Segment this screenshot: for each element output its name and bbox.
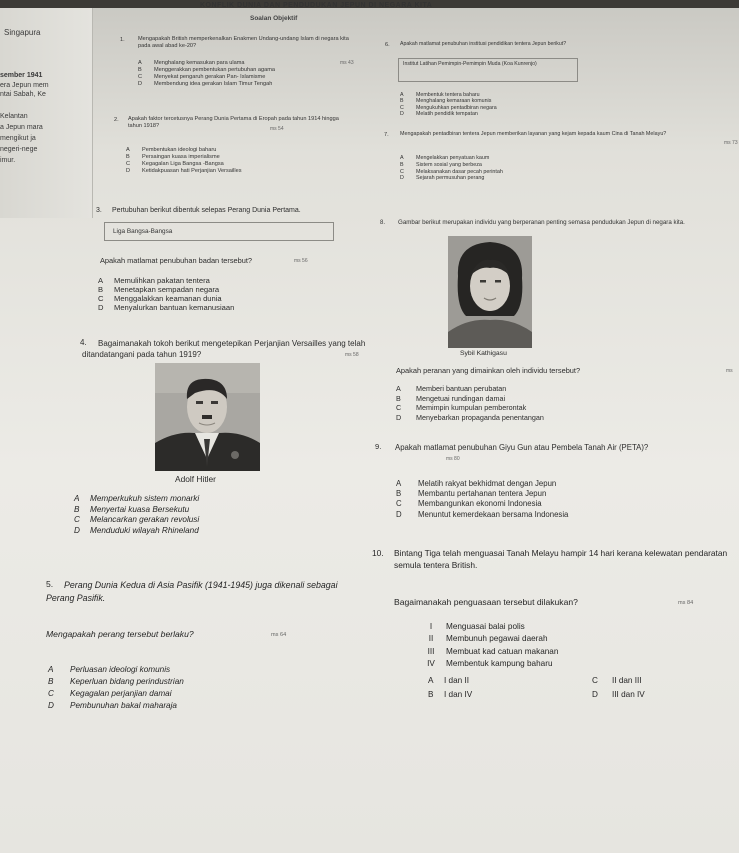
question-2-options [126, 147, 242, 175]
question-5-prompt: Mengapakah perang tersebut berlaku? [46, 629, 194, 639]
photo-caption-sybil: Sybil Kathigasu [460, 350, 507, 357]
adjacent-page-edge [0, 8, 93, 218]
option-b[interactable]: B Membantu pertahanan tentera Jepun [396, 489, 547, 499]
mark-ref: ms 56 [294, 258, 308, 264]
question-9-text: Apakah matlamat penubuhan Giyu Gun atau Pembela Tanah Air (PETA)? [395, 443, 649, 452]
adjacent-page-line: imur. [0, 157, 16, 164]
option-c[interactable]: C Kegagalan perjanjian damai [48, 689, 172, 698]
option-c[interactable]: C Memimpin kumpulan pemberontak [396, 403, 527, 413]
question-number: 1. [120, 37, 125, 43]
mark-ref: ms 80 [446, 456, 460, 462]
question-number: 9. [375, 442, 382, 451]
option-a[interactable]: A Mengelakkan penyatuan kaum [400, 155, 490, 161]
option-c[interactable]: C Menggalakkan keamanan dunia [98, 294, 222, 303]
mark-ref: ms 64 [271, 632, 287, 638]
question-6-text: Apakah matlamat penubuhan institusi pendidikan tentera Jepun berikut? [400, 41, 567, 47]
option-b[interactable]: B Persaingan kuasa imperialisme [126, 154, 220, 160]
option-b[interactable]: B Menghalang kemaraan komunis [400, 98, 492, 105]
option-d[interactable]: D Ketidakpuasan hati Perjanjian Versailles [126, 168, 242, 174]
question-number: 2. [114, 117, 119, 123]
adjacent-page-line: a Jepun mara [0, 124, 43, 131]
adjacent-page-line: era Jepun mem [0, 82, 49, 89]
question-8-options [396, 384, 544, 422]
option-a[interactable]: A Memulihkan pakatan tentera [98, 276, 210, 285]
adjacent-page-line: sember 1941 [0, 72, 43, 79]
option-d[interactable]: D Menyebarkan propaganda penentangan [396, 412, 544, 422]
adolf-hitler-photo [155, 363, 260, 471]
question-3-options [98, 276, 234, 312]
question-number: 4. [80, 338, 87, 347]
question-number: 8. [380, 220, 386, 226]
option-b[interactable]: B Menggerakkan pembentukan pertubuhan agama [138, 67, 275, 73]
option-b[interactable]: B Menyertai kuasa Bersekutu [74, 504, 190, 514]
adjacent-page-line: ntai Sabah, Ke [0, 91, 46, 98]
option-c[interactable]: C Melaksanakan dasar pecah perintah [400, 168, 503, 175]
question-4-options [74, 494, 199, 536]
sybil-kathigasu-photo [448, 236, 532, 348]
question-number: 10. [372, 548, 384, 558]
question-1-options [138, 60, 275, 88]
info-box: Institut Latihan Pemimpin-Pemimpin Muda (Koa Kunrenjo) [398, 58, 578, 82]
option-c[interactable]: C Membangunkan ekonomi Indonesia [396, 499, 542, 509]
mark-ref: ms 58 [345, 352, 359, 358]
mark-ref: ms [726, 368, 733, 374]
question-5-text: Perang Dunia Kedua di Asia Pasifik (1941-1945) juga dikenali sebagai Perang Pasifik. [46, 580, 338, 603]
question-10-text: Bintang Tiga telah menguasai Tanah Melayu hampir 14 hari kerana kelewatan pendaratan semula tentera British. [394, 548, 728, 570]
option-b[interactable]: B Menetapkan sempadan negara [98, 285, 220, 294]
question-3-text: Pertubuhan berikut dibentuk selepas Perang Dunia Pertama. [112, 207, 301, 214]
question-4-text: Bagaimanakah tokoh berikut mengetepikan Perjanjian Versailles yang telah ditandatangani pada tahun 1919? [82, 339, 366, 359]
option-d[interactable]: D Pembunuhan bakal maharaja [48, 701, 177, 710]
option-a[interactable]: A Melatih rakyat bekhidmat dengan Jepun [396, 479, 557, 488]
adjacent-page-line: Kelantan [0, 113, 28, 120]
option-d[interactable]: D Menduduki wilayah Rhineland [74, 525, 199, 535]
option-a[interactable]: A Memperkukuh sistem monarki [74, 494, 200, 503]
page-header-title: KONFLIK DUNIA DAN PENDUDUKAN JEPUN DI NEGARA KITA [200, 2, 433, 9]
page-subtitle: Soalan Objektif [250, 15, 298, 22]
option-c[interactable]: C Mengukuhkan pentadbiran negara [400, 104, 497, 111]
option-c[interactable]: C Melancarkan gerakan revolusi [74, 515, 200, 524]
mark-ref: ms 73 [724, 140, 738, 146]
adjacent-page-line: Singapura [4, 28, 41, 37]
option-d[interactable]: D III dan IV [592, 690, 645, 699]
portrait-icon [155, 363, 260, 471]
question-2-text: Apakah faktor tercetusnya Perang Dunia Pertama di Eropah pada tahun 1914 hingga tahun 1918? [128, 116, 339, 129]
statement-ii: II Membunuh pegawai daerah [428, 634, 548, 644]
question-8-text: Gambar berikut merupakan individu yang berperanan penting semasa pendudukan Jepun di negara kita. [398, 219, 685, 226]
question-3-prompt: Apakah matlamat penubuhan badan tersebut? [100, 256, 253, 265]
question-8-prompt: Apakah peranan yang dimainkan oleh individu tersebut? [396, 366, 581, 375]
option-b[interactable]: B I dan IV [428, 690, 473, 699]
option-b[interactable]: B Mengetuai rundingan damai [396, 393, 506, 403]
question-number: 5. [46, 579, 54, 589]
question-number: 7. [384, 132, 389, 138]
option-a[interactable]: A Memberi bantuan perubatan [396, 384, 507, 393]
option-d[interactable]: D Melatih pendidik tempatan [400, 111, 478, 118]
option-c[interactable]: C Menyekat pengaruh gerakan Pan- Islamisme [138, 74, 266, 80]
option-d[interactable]: D Menyalurkan bantuan kemanusiaan [98, 303, 235, 312]
question-7-options [400, 155, 503, 182]
statement-iii: III Membuat kad catuan makanan [427, 646, 559, 656]
adjacent-page-line: mengikut ja [0, 135, 36, 142]
photo-caption-hitler: Adolf Hitler [175, 474, 216, 484]
question-9-options [396, 479, 568, 520]
option-c[interactable]: C II dan III [592, 676, 642, 685]
info-box: Liga Bangsa-Bangsa [104, 222, 334, 241]
statement-iv: IV Membentuk kampung baharu [427, 659, 553, 669]
question-5-options [48, 664, 184, 712]
option-a[interactable]: A Membentuk tentera baharu [400, 92, 480, 98]
question-10-statements [422, 621, 558, 671]
question-10-prompt: Bagaimanakah penguasaan tersebut dilakukan? [394, 597, 578, 607]
mark-ref: ms 43 [340, 60, 354, 66]
option-a[interactable]: A I dan II [428, 676, 470, 685]
question-number: 3. [96, 207, 102, 214]
mark-ref: ms 84 [678, 600, 694, 606]
question-7-text: Mengapakah pentadbiran tentera Jepun memberikan layanan yang kejam kepada kaum Cina di Tanah Melayu? [400, 131, 667, 137]
portrait-icon [448, 236, 532, 348]
question-1-text: Mengapakah British memperkenalkan Enakmen Undang-undang Islam di negara kita pada awal abad ke-20? [138, 36, 349, 49]
option-b[interactable]: B Keperluan bidang perindustrian [48, 677, 184, 686]
option-a[interactable]: A Pembentukan ideologi baharu [126, 147, 217, 153]
option-c[interactable]: C Kegagalan Liga Bangsa -Bangsa [126, 161, 224, 167]
option-b[interactable]: B Sistem sosial yang berbeza [400, 161, 482, 168]
option-a[interactable]: A Perluasan ideologi komunis [48, 665, 171, 674]
question-6-options [400, 92, 497, 118]
statement-i: I Menguasai balai polis [429, 622, 525, 631]
mark-ref: ms 54 [270, 126, 284, 132]
option-d[interactable]: D Membendung idea gerakan Islam Timur Tengah [138, 81, 273, 87]
option-d[interactable]: D Sejarah permusuhan perang [400, 175, 485, 182]
option-a[interactable]: A Menghalang kemasukan para ulama [138, 60, 245, 66]
adjacent-page-line: negeri-nege [0, 146, 38, 153]
question-number: 6. [385, 42, 390, 48]
option-d[interactable]: D Menuntut kemerdekaan bersama Indonesia [396, 509, 569, 519]
